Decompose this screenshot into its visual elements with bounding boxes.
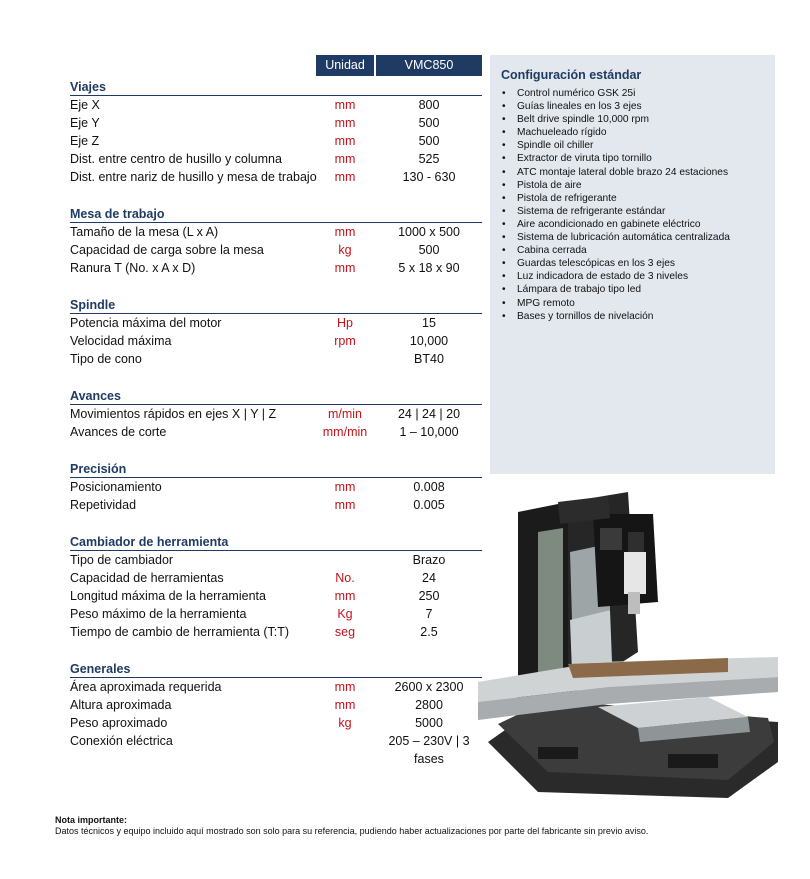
row-unit: m/min xyxy=(327,407,363,421)
table-row xyxy=(70,569,482,587)
row-label: Potencia máxima del motor xyxy=(70,316,222,330)
spec-table xyxy=(70,55,482,766)
row-value: 7 xyxy=(425,607,433,621)
list-item: • Belt drive spindle 10,000 rpm xyxy=(501,113,730,126)
row-label: Conexión eléctrica xyxy=(70,734,173,748)
row-label: Velocidad máxima xyxy=(70,334,172,348)
section-title: Generales xyxy=(70,659,482,678)
table-row xyxy=(70,314,482,332)
row-label: Eje X xyxy=(70,98,100,112)
row-label: Capacidad de carga sobre la mesa xyxy=(70,243,264,257)
table-row xyxy=(70,132,482,150)
row-unit: mm xyxy=(334,498,356,512)
table-row xyxy=(70,259,482,277)
row-label: Repetividad xyxy=(70,498,137,512)
section-title: Precisión xyxy=(70,459,482,478)
row-value: 5000 xyxy=(415,716,443,730)
row-label: Avances de corte xyxy=(70,425,167,439)
list-item: • Extractor de viruta tipo tornillo xyxy=(501,152,730,165)
config-list xyxy=(501,87,730,323)
list-item: • MPG remoto xyxy=(501,297,730,310)
row-unit: rpm xyxy=(334,334,356,348)
model-column-header: VMC850 xyxy=(376,55,482,76)
row-label: Ranura T (No. x A x D) xyxy=(70,261,196,275)
row-value: 250 xyxy=(418,589,440,603)
list-item: • Pistola de aire xyxy=(501,179,730,192)
row-label: Longitud máxima de la herramienta xyxy=(70,589,266,603)
row-unit: mm xyxy=(334,152,356,166)
row-value: Brazo xyxy=(412,553,446,567)
note-text: Datos técnicos y equipo incluido aquí mostrado son solo para su referencia, pudiendo haber actualizaciones por parte del fabricante sin previo aviso. xyxy=(55,826,649,836)
list-item: • Guías lineales en los 3 ejes xyxy=(501,100,730,113)
table-row xyxy=(70,332,482,350)
config-title: Configuración estándar xyxy=(501,68,642,82)
row-unit: mm xyxy=(334,589,356,603)
section-title: Cambiador de herramienta xyxy=(70,532,482,551)
row-label: Capacidad de herramientas xyxy=(70,571,224,585)
row-unit: mm xyxy=(334,170,356,184)
spec-section xyxy=(70,204,482,277)
section-title: Spindle xyxy=(70,295,482,314)
table-row xyxy=(70,96,482,114)
table-row xyxy=(70,732,482,766)
row-value: 0.005 xyxy=(413,498,445,512)
row-label: Eje Z xyxy=(70,134,100,148)
row-value: 2800 xyxy=(415,698,443,712)
list-item: • Sistema de refrigerante estándar xyxy=(501,205,730,218)
table-row xyxy=(70,696,482,714)
row-unit: Hp xyxy=(337,316,353,330)
row-value: 205 – 230V | 3 fases xyxy=(388,734,470,766)
section-title: Avances xyxy=(70,386,482,405)
row-label: Tipo de cambiador xyxy=(70,553,174,567)
table-row xyxy=(70,114,482,132)
spec-section xyxy=(70,77,482,186)
row-label: Tamaño de la mesa (L x A) xyxy=(70,225,219,239)
list-item: • Machueleado rígido xyxy=(501,126,730,139)
standard-config-panel xyxy=(490,55,775,474)
list-item: • Control numérico GSK 25i xyxy=(501,87,730,100)
unit-column-header: Unidad xyxy=(316,55,374,76)
row-label: Dist. entre centro de husillo y columna xyxy=(70,152,282,166)
row-label: Altura aproximada xyxy=(70,698,172,712)
row-unit: mm xyxy=(334,98,356,112)
table-row xyxy=(70,168,482,186)
row-value: 24 | 24 | 20 xyxy=(397,407,461,421)
row-value: 2.5 xyxy=(420,625,438,639)
row-value: 1 – 10,000 xyxy=(399,425,459,439)
row-unit: mm xyxy=(334,225,356,239)
table-row xyxy=(70,241,482,259)
row-label: Tipo de cono xyxy=(70,352,142,366)
list-item: • Sistema de lubricación automática centralizada xyxy=(501,231,730,244)
row-unit: mm xyxy=(334,698,356,712)
row-unit: mm xyxy=(334,134,356,148)
row-label: Peso aproximado xyxy=(70,716,168,730)
table-row xyxy=(70,551,482,569)
list-item: • Cabina cerrada xyxy=(501,244,730,257)
note-title: Nota importante: xyxy=(55,815,127,825)
table-row xyxy=(70,587,482,605)
list-item: • Guardas telescópicas en los 3 ejes xyxy=(501,257,730,270)
row-value: 24 xyxy=(422,571,436,585)
table-row xyxy=(70,478,482,496)
row-unit: seg xyxy=(334,625,356,639)
spec-section xyxy=(70,532,482,641)
row-value: 130 - 630 xyxy=(402,170,456,184)
list-item: • Pistola de refrigerante xyxy=(501,192,730,205)
row-value: 5 x 18 x 90 xyxy=(398,261,460,275)
row-value: 500 xyxy=(418,116,440,130)
row-label: Eje Y xyxy=(70,116,100,130)
list-item: • Luz indicadora de estado de 3 niveles xyxy=(501,270,730,283)
table-row xyxy=(70,423,482,441)
table-row xyxy=(70,405,482,423)
row-unit: mm xyxy=(334,261,356,275)
row-value: 1000 x 500 xyxy=(398,225,460,239)
table-row xyxy=(70,350,482,368)
table-row xyxy=(70,623,482,641)
row-label: Área aproximada requerida xyxy=(70,680,222,694)
row-label: Dist. entre nariz de husillo y mesa de trabajo xyxy=(70,170,317,184)
row-value: 500 xyxy=(418,243,440,257)
list-item: • Lámpara de trabajo tipo led xyxy=(501,283,730,296)
table-row xyxy=(70,714,482,732)
section-title: Viajes xyxy=(70,77,482,96)
spec-sections xyxy=(70,77,482,766)
row-unit: mm xyxy=(334,116,356,130)
table-header xyxy=(70,55,482,76)
row-unit: Kg xyxy=(337,607,353,621)
row-value: 800 xyxy=(418,98,440,112)
table-row xyxy=(70,150,482,168)
table-row xyxy=(70,223,482,241)
row-value: 10,000 xyxy=(409,334,449,348)
important-note xyxy=(55,815,648,837)
row-value: BT40 xyxy=(414,352,444,366)
row-value: 525 xyxy=(418,152,440,166)
row-value: 2600 x 2300 xyxy=(394,680,464,694)
spec-section xyxy=(70,659,482,766)
section-title: Mesa de trabajo xyxy=(70,204,482,223)
row-label: Peso máximo de la herramienta xyxy=(70,607,247,621)
row-unit: mm/min xyxy=(322,425,368,439)
row-unit: No. xyxy=(335,571,355,585)
row-value: 15 xyxy=(422,316,436,330)
list-item: • Bases y tornillos de nivelación xyxy=(501,310,730,323)
table-row xyxy=(70,605,482,623)
table-row xyxy=(70,496,482,514)
table-row xyxy=(70,678,482,696)
spec-section xyxy=(70,459,482,514)
row-label: Movimientos rápidos en ejes X | Y | Z xyxy=(70,407,277,421)
row-unit: kg xyxy=(338,716,352,730)
row-label: Tiempo de cambio de herramienta (T:T) xyxy=(70,625,290,639)
row-value: 500 xyxy=(418,134,440,148)
list-item: • ATC montaje lateral doble brazo 24 estaciones xyxy=(501,166,730,179)
list-item: • Aire acondicionado en gabinete eléctrico xyxy=(501,218,730,231)
row-unit: mm xyxy=(334,480,356,494)
row-unit: kg xyxy=(338,243,352,257)
row-unit: mm xyxy=(334,680,356,694)
vmc-machine-illustration xyxy=(478,492,790,798)
row-label: Posicionamiento xyxy=(70,480,162,494)
list-item: • Spindle oil chiller xyxy=(501,139,730,152)
spec-section xyxy=(70,295,482,368)
row-value: 0.008 xyxy=(413,480,445,494)
spec-section xyxy=(70,386,482,441)
machine-image xyxy=(478,492,790,798)
